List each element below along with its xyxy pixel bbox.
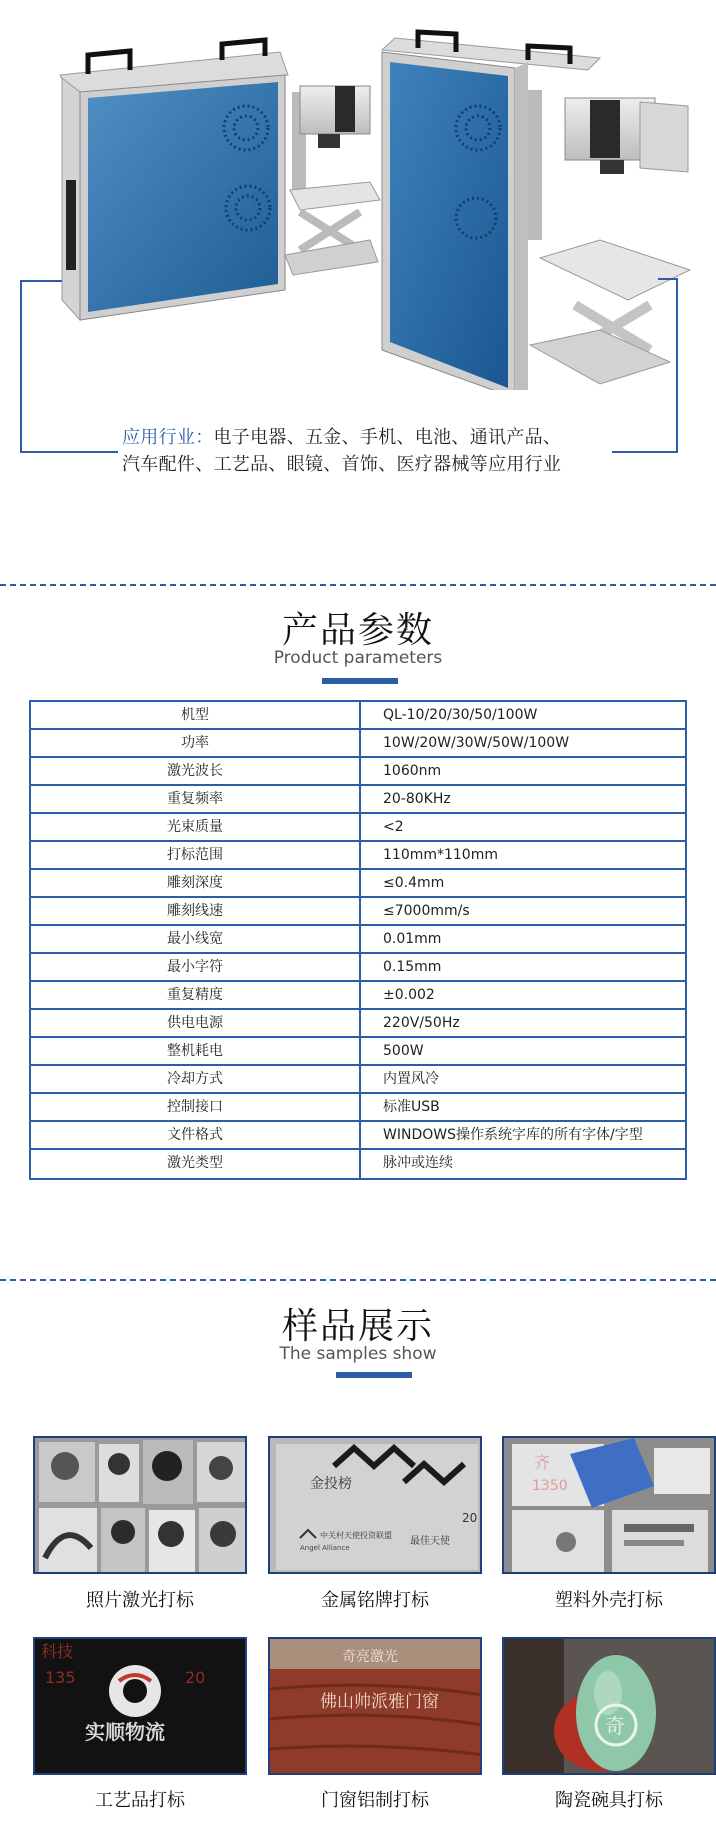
- sample-4-text-4: 科技: [41, 1642, 74, 1661]
- param-name: 最小线宽: [31, 926, 361, 952]
- param-value: ±0.002: [383, 987, 435, 1003]
- param-value: QL-10/20/30/50/100W: [383, 707, 538, 723]
- params-title-underline: [322, 678, 398, 684]
- param-name: 光束质量: [31, 814, 361, 840]
- param-value: 0.01mm: [383, 931, 442, 947]
- laser-machine-photo: [0, 0, 716, 390]
- param-name: 整机耗电: [31, 1038, 361, 1064]
- bracket-right-vertical: [676, 278, 678, 453]
- sample-photo-marking-image: [33, 1436, 247, 1574]
- section-divider-samples: [0, 1279, 716, 1281]
- bracket-left-horizontal-top: [20, 280, 62, 282]
- param-value: <2: [383, 819, 404, 835]
- bracket-left-vertical: [20, 280, 22, 453]
- sample-5-text-1: 奇亮激光: [342, 1649, 398, 1665]
- sample-crafts-image: [33, 1637, 247, 1775]
- param-row: [31, 1122, 685, 1150]
- param-value: 脉冲或连续: [383, 1155, 453, 1171]
- param-row: [31, 954, 685, 982]
- sample-label-1: 照片激光打标: [86, 1590, 194, 1611]
- param-row: [31, 758, 685, 786]
- param-row: [31, 926, 685, 954]
- param-value: 标准USB: [383, 1099, 440, 1115]
- param-row: [31, 842, 685, 870]
- samples-title: 样品展示: [281, 1306, 434, 1347]
- params-title: 产品参数: [281, 610, 434, 651]
- param-value: 110mm*110mm: [383, 847, 498, 863]
- sample-aluminium-window-image: [268, 1637, 482, 1775]
- industry-lead: 应用行业：: [122, 427, 214, 448]
- sample-3-text-1: 齐: [534, 1453, 551, 1472]
- sample-4-text-3: 20: [185, 1668, 206, 1687]
- param-value: 20-80KHz: [383, 791, 451, 807]
- sample-metal-nameplate-image: [268, 1436, 482, 1574]
- param-row: [31, 1094, 685, 1122]
- param-value: ≤0.4mm: [383, 875, 445, 891]
- sample-plastic-housing-image: [502, 1436, 716, 1574]
- params-subtitle: Product parameters: [273, 648, 443, 668]
- sample-4-text-2: 135: [45, 1668, 76, 1687]
- param-name: 文件格式: [31, 1122, 361, 1148]
- sample-label-4: 工艺品打标: [95, 1790, 185, 1811]
- sample-2-text-2: 中关村天使投资联盟: [320, 1531, 392, 1540]
- param-row: [31, 1150, 685, 1178]
- param-name: 激光类型: [31, 1150, 361, 1178]
- param-name: 功率: [31, 730, 361, 756]
- param-row: [31, 1010, 685, 1038]
- param-name: 激光波长: [31, 758, 361, 784]
- param-value: WINDOWS操作系统字库的所有字体/字型: [383, 1127, 643, 1143]
- industry-line-2: 汽车配件、工艺品、眼镜、首饰、医疗器械等应用行业: [122, 454, 562, 475]
- bracket-right-horizontal-top: [658, 278, 678, 280]
- param-name: 供电电源: [31, 1010, 361, 1036]
- sample-label-6: 陶瓷碗具打标: [555, 1790, 663, 1811]
- param-row: [31, 702, 685, 730]
- params-table: [29, 700, 687, 1180]
- param-value: ≤7000mm/s: [383, 903, 470, 919]
- samples-subtitle: The samples show: [279, 1344, 437, 1364]
- sample-2-text-3: Angel Alliance: [300, 1544, 350, 1552]
- sample-label-3: 塑料外壳打标: [555, 1590, 663, 1611]
- param-row: [31, 786, 685, 814]
- application-industries: [122, 424, 622, 478]
- param-value: 220V/50Hz: [383, 1015, 460, 1031]
- sample-ceramic-image: [502, 1637, 716, 1775]
- param-value: 0.15mm: [383, 959, 442, 975]
- param-row: [31, 730, 685, 758]
- param-row: [31, 1066, 685, 1094]
- param-name: 控制接口: [31, 1094, 361, 1120]
- sample-label-2: 金属铭牌打标: [321, 1590, 429, 1611]
- param-row: [31, 898, 685, 926]
- param-name: 雕刻线速: [31, 898, 361, 924]
- sample-2-text-5: 20: [462, 1511, 478, 1525]
- param-name: 冷却方式: [31, 1066, 361, 1092]
- param-value: 10W/20W/30W/50W/100W: [383, 735, 570, 751]
- param-row: [31, 814, 685, 842]
- param-name: 最小字符: [31, 954, 361, 980]
- bracket-left-horizontal-bottom: [20, 451, 118, 453]
- sample-4-text-1: 实顺物流: [85, 1720, 165, 1744]
- sample-2-text-1: 金投榜: [310, 1476, 352, 1492]
- param-value: 1060nm: [383, 763, 442, 779]
- param-name: 重复精度: [31, 982, 361, 1008]
- sample-2-text-4: 最佳天使: [410, 1536, 450, 1547]
- sample-label-5: 门窗铝制打标: [321, 1790, 429, 1811]
- sample-5-text-2: 佛山帅派雅门窗: [320, 1692, 439, 1712]
- param-name: 雕刻深度: [31, 870, 361, 896]
- param-value: 500W: [383, 1043, 424, 1059]
- param-name: 重复频率: [31, 786, 361, 812]
- param-name: 打标范围: [31, 842, 361, 868]
- param-row: [31, 982, 685, 1010]
- param-row: [31, 870, 685, 898]
- section-divider-params: [0, 584, 716, 586]
- sample-6-text-1: 奇: [605, 1714, 625, 1738]
- param-name: 机型: [31, 702, 361, 728]
- samples-title-underline: [336, 1372, 412, 1378]
- param-value: 内置风冷: [383, 1071, 439, 1087]
- param-row: [31, 1038, 685, 1066]
- sample-3-text-2: 1350: [532, 1478, 568, 1494]
- industry-line-1: 电子电器、五金、手机、电池、通讯产品、: [213, 427, 562, 448]
